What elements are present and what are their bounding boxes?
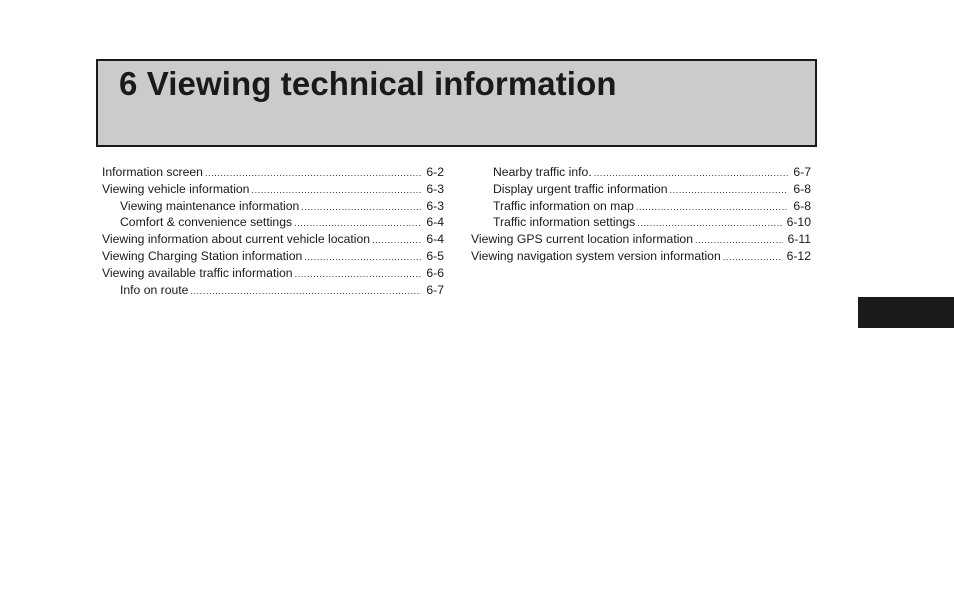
toc-entry-title: Viewing GPS current location information xyxy=(471,232,693,247)
toc-dot-leader xyxy=(251,182,421,199)
toc-entry-page: 6-10 xyxy=(786,215,811,230)
toc-dot-leader xyxy=(190,283,421,300)
toc-entry-title: Traffic information settings xyxy=(493,215,636,230)
toc-column-right xyxy=(471,164,811,265)
toc-entry-page: 6-4 xyxy=(426,232,444,247)
toc-dot-leader xyxy=(594,165,789,182)
toc-dot-leader xyxy=(670,182,789,199)
toc-dot-leader xyxy=(636,199,788,216)
toc-entry-title: Nearby traffic info. xyxy=(493,165,592,179)
toc-dot-leader xyxy=(372,232,421,249)
toc-entry-page: 6-7 xyxy=(793,165,811,179)
toc-entry[interactable] xyxy=(471,231,811,248)
toc-dot-leader xyxy=(301,199,421,216)
toc-entry-title: Viewing navigation system version information xyxy=(471,248,721,263)
toc-entry-title: Viewing Charging Station information xyxy=(102,248,303,263)
toc-subentry[interactable] xyxy=(471,181,811,198)
toc-subentry[interactable] xyxy=(102,214,444,231)
toc-entry-page: 6-8 xyxy=(793,181,811,196)
toc-dot-leader xyxy=(295,266,422,283)
toc-entry[interactable] xyxy=(102,164,444,181)
toc-column-left xyxy=(102,164,444,298)
toc-dot-leader xyxy=(294,215,421,232)
toc-entry[interactable] xyxy=(102,181,444,198)
chapter-banner xyxy=(96,59,817,147)
toc-dot-leader xyxy=(723,249,782,266)
toc-entry-title: Viewing available traffic information xyxy=(102,265,293,280)
toc-entry-title: Viewing maintenance information xyxy=(120,198,300,213)
toc-subentry[interactable] xyxy=(102,282,444,299)
toc-subentry[interactable] xyxy=(471,198,811,215)
toc-entry[interactable] xyxy=(102,248,444,265)
toc-entry[interactable] xyxy=(102,231,444,248)
toc-entry-page: 6-8 xyxy=(793,198,811,213)
toc-subentry[interactable] xyxy=(102,198,444,215)
toc-entry-page: 6-5 xyxy=(426,248,444,263)
toc-entry-title: Info on route xyxy=(120,282,189,297)
chapter-thumb-tab xyxy=(858,297,954,328)
toc-entry-page: 6-3 xyxy=(426,198,444,213)
toc-entry-title: Traffic information on map xyxy=(493,198,634,213)
toc-entry-page: 6-4 xyxy=(426,215,444,230)
chapter-title: 6 Viewing technical information xyxy=(119,65,617,102)
toc-subentry[interactable] xyxy=(471,164,811,181)
toc-entry-page: 6-7 xyxy=(426,282,444,297)
toc-dot-leader xyxy=(205,165,421,182)
toc-dot-leader xyxy=(304,249,421,266)
toc-entry-title: Display urgent traffic information xyxy=(493,181,668,196)
toc-entry-page: 6-12 xyxy=(786,248,811,263)
toc-entry-page: 6-3 xyxy=(426,181,444,196)
toc-dot-leader xyxy=(637,215,781,232)
toc-entry-page: 6-6 xyxy=(426,265,444,280)
toc-entry-page: 6-2 xyxy=(426,165,444,179)
toc-entry-title: Viewing information about current vehicle location xyxy=(102,232,371,247)
toc-entry[interactable] xyxy=(471,248,811,265)
toc-subentry[interactable] xyxy=(471,214,811,231)
toc-entry-title: Viewing vehicle information xyxy=(102,181,250,196)
toc-dot-leader xyxy=(695,232,783,249)
toc-entry[interactable] xyxy=(102,265,444,282)
toc-entry-title: Comfort & convenience settings xyxy=(120,215,293,230)
toc-entry-title: Information screen xyxy=(102,165,203,179)
toc-entry-page: 6-11 xyxy=(787,232,811,247)
